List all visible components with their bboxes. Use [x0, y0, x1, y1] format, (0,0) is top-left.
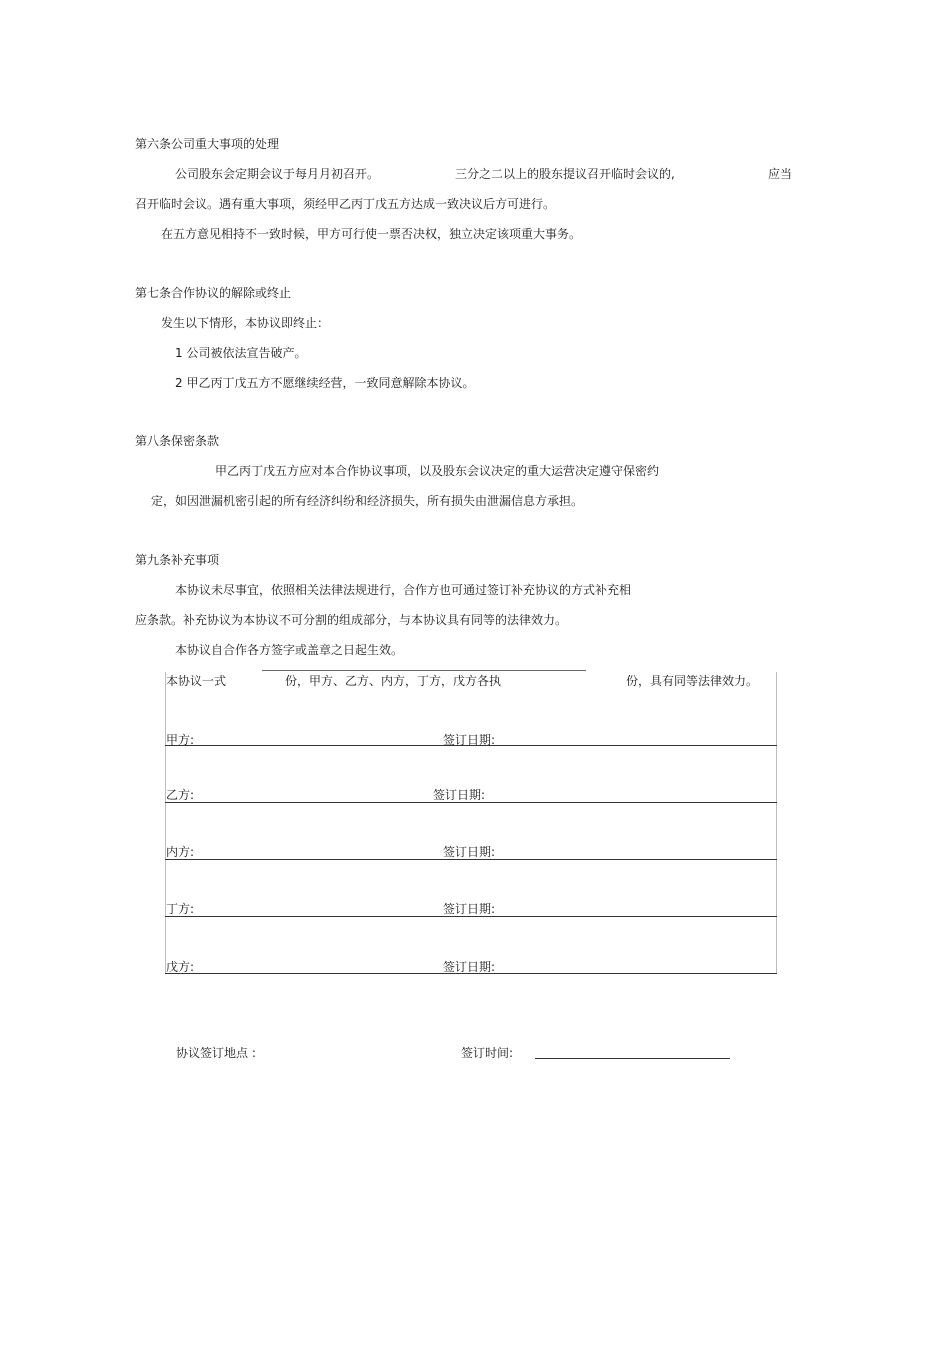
section-7-intro: 发生以下情形，本协议即终止： [161, 316, 330, 330]
section-8-para1: 甲乙丙丁戊五方应对本合作协议事项，以及股东会议决定的重大运营决定遵守保密约 [215, 464, 660, 478]
date-label: 签订日期: [443, 733, 496, 747]
party-label: 丁方: [166, 902, 195, 916]
section-8-para2: 定，如因泄漏机密引起的所有经济纠纷和经济损失，所有损失由泄漏信息方承担。 [151, 494, 584, 508]
date-label: 签订日期: [443, 902, 496, 916]
signing-place-label: 协议签订地点 : [176, 1046, 256, 1060]
section-9-para1: 本协议未尽事宜，依照相关法律法规进行，合作方也可通过签订补充协议的方式补充相 [175, 583, 632, 597]
signature-line[interactable] [165, 802, 777, 803]
copies-text-2: 份，甲方、乙方、内方，丁方，戊方各执 [285, 674, 502, 688]
date-label: 签订日期: [443, 960, 496, 974]
party-label: 甲方: [166, 733, 195, 747]
section-6-heading: 第六条公司重大事项的处理 [135, 137, 280, 151]
party-label: 戊方: [166, 960, 195, 974]
signing-time-line[interactable] [535, 1058, 730, 1059]
section-9-para2: 应条款。补充协议为本协议不可分割的组成部分，与本协议具有同等的法律效力。 [135, 613, 568, 627]
section-7-item-1: 1 公司被依法宣告破产。 [175, 346, 307, 360]
section-6-para1-part1: 公司股东会定期会议于每月月初召开。 [175, 167, 380, 181]
party-label: 乙方: [166, 788, 195, 802]
signature-line[interactable] [165, 973, 777, 974]
section-9-heading: 第九条补充事项 [135, 553, 220, 567]
signing-time-label: 签订时间: [461, 1046, 514, 1060]
copies-top-rule [262, 670, 586, 671]
signature-line[interactable] [165, 916, 777, 917]
signature-line[interactable] [165, 745, 777, 746]
party-label: 内方: [166, 845, 195, 859]
section-8-heading: 第八条保密条款 [135, 434, 220, 448]
section-6-para3: 在五方意见相持不一致时候，甲方可行使一票否决权，独立决定该项重大事务。 [161, 227, 582, 241]
date-label: 签订日期: [433, 788, 486, 802]
section-6-para2: 召开临时会议。遇有重大事项，须经甲乙丙丁戊五方达成一致决议后方可进行。 [135, 197, 556, 211]
table-left-border [165, 672, 166, 974]
section-6-para1-part2: 三分之二以上的股东提议召开临时会议的, [455, 167, 675, 181]
signature-line[interactable] [165, 859, 777, 860]
table-right-border [776, 672, 777, 974]
copies-text-1: 本协议一式 [166, 674, 227, 688]
section-7-heading: 第七条合作协议的解除或终止 [135, 286, 292, 300]
section-9-para3: 本协议自合作各方签字或盖章之日起生效。 [175, 643, 404, 657]
section-7-item-2: 2 甲乙丙丁戊五方不愿继续经营，一致同意解除本协议。 [175, 376, 475, 390]
date-label: 签订日期: [443, 845, 496, 859]
section-6-para1-part3: 应当 [768, 167, 793, 181]
copies-text-3: 份，具有同等法律效力。 [626, 674, 759, 688]
